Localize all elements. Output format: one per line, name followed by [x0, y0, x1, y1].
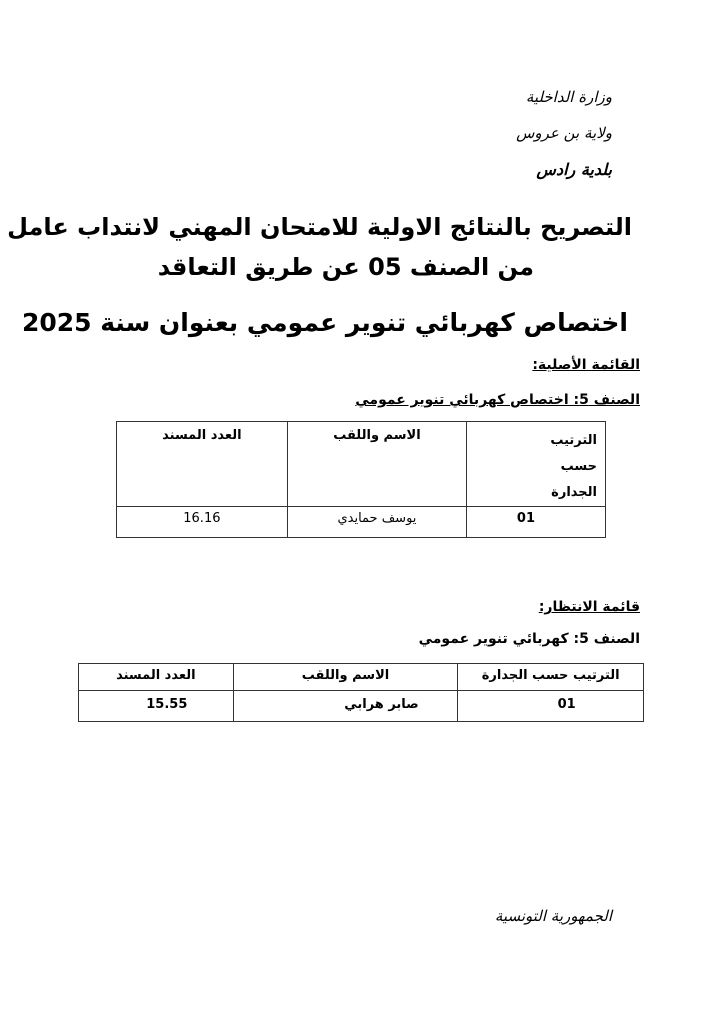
main-list-category: الصنف 5: اختصاص كهربائي تنوير عمومي [355, 392, 640, 408]
waiting-list-heading: قائمة الانتظار: [538, 599, 640, 615]
name-cell: صابر هرابي [233, 691, 458, 722]
governorate-label: ولاية بن عروس [516, 124, 612, 142]
score-cell: 16.16 [117, 507, 288, 538]
table-row [117, 507, 606, 538]
column-score: العدد المسند [117, 422, 288, 507]
column-name: الاسم واللقب [287, 422, 466, 507]
column-rank: الترتيب حسب الجدارة [458, 664, 644, 691]
score-cell: 15.55 [79, 691, 234, 722]
table-header-row [79, 664, 644, 691]
document-title-line2: من الصنف 05 عن طريق التعاقد [157, 253, 534, 281]
table-row [79, 691, 644, 722]
waiting-list-table [78, 663, 644, 722]
table-header-row [117, 422, 606, 507]
column-name: الاسم واللقب [233, 664, 458, 691]
document-title-line1: التصريح بالنتائج الاولية للامتحان المهني لانتداب عامل [7, 213, 632, 241]
republic-label: الجمهورية التونسية [494, 907, 612, 925]
rank-cell: 01 [467, 507, 606, 538]
ministry-label: وزارة الداخلية [525, 88, 612, 106]
waiting-list-category: الصنف 5: كهربائي تنوير عمومي [418, 631, 640, 647]
main-list-table [116, 421, 606, 538]
name-cell: يوسف حمايدي [287, 507, 466, 538]
main-list-heading: القائمة الأصلية: [532, 357, 640, 373]
column-rank: الترتيب حسب الجدارة [467, 422, 606, 507]
rank-cell: 01 [458, 691, 644, 722]
document-subtitle: اختصاص كهربائي تنوير عمومي بعنوان سنة 2025 [21, 308, 628, 337]
column-score: العدد المسند [79, 664, 234, 691]
municipality-label: بلدية رادس [536, 160, 612, 179]
